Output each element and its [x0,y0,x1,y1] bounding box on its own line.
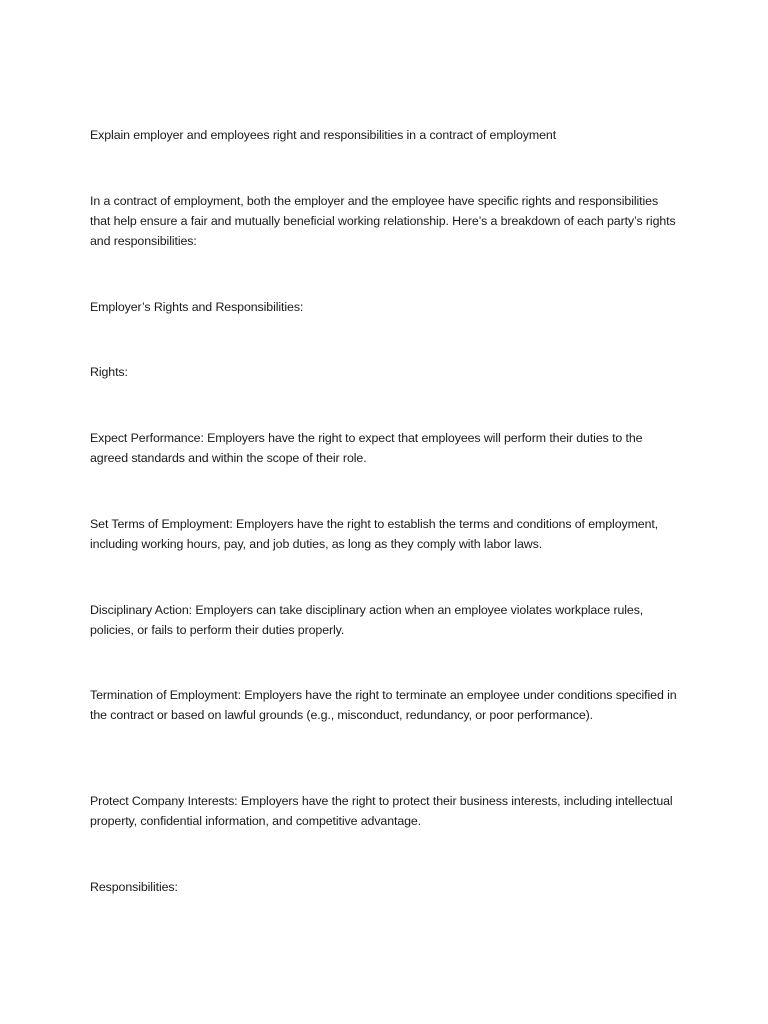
rights-item-protect-interests: Protect Company Interests: Employers have the right to protect their business interests, including intellectual property, confidential information, and competitive advantage. [90,794,673,828]
document-title: Explain employer and employees right and responsibilities in a contract of employment [90,128,557,142]
rights-heading: Rights: [90,365,128,379]
rights-item-expect-performance: Expect Performance: Employers have the right to expect that employees will perform their duties to the agreed standards and within the scope of their role. [90,431,643,465]
rights-item-disciplinary-action: Disciplinary Action: Employers can take disciplinary action when an employee violates workplace rules, policies, or fails to perform their duties properly. [90,603,644,637]
rights-item-set-terms: Set Terms of Employment: Employers have the right to establish the terms and conditions of employment, including working hours, pay, and job duties, as long as they comply with labor laws. [90,517,659,551]
responsibilities-heading: Responsibilities: [90,880,178,894]
intro-paragraph: In a contract of employment, both the employer and the employee have specific rights and responsibilities that help ensure a fair and mutually beneficial working relationship. Here’s a breakdown of each party’s rights and responsibilities: [90,194,676,248]
section-heading: Employer’s Rights and Responsibilities: [90,300,304,314]
rights-item-termination: Termination of Employment: Employers have the right to terminate an employee under conditions specified in the contract or based on lawful grounds (e.g., misconduct, redundancy, or poor performance). [90,688,677,722]
